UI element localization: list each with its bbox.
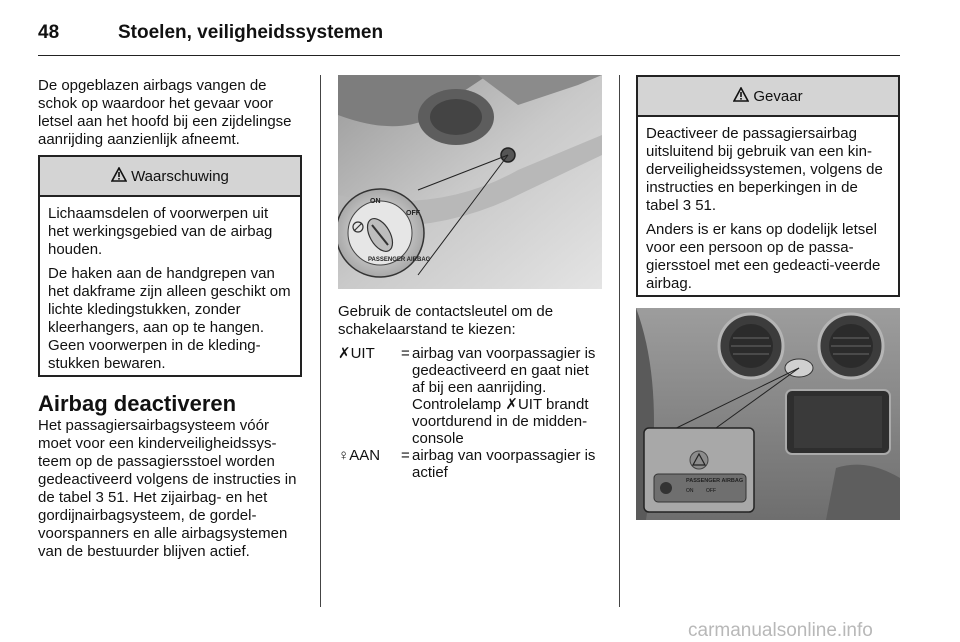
indicator-off-label: OFF: [706, 488, 716, 494]
definition-equals: =: [401, 345, 410, 362]
indicator-on-label: ON: [686, 488, 694, 494]
danger-box-body: [638, 117, 898, 307]
switch-off-label: OFF: [406, 210, 420, 217]
definition-description: airbag van voorpassagier is actief: [412, 447, 596, 481]
column-divider: [619, 75, 620, 607]
dashboard-indicator-illustration: [636, 308, 900, 520]
instruction-paragraph: Gebruik de contactsleutel om de schakelaarstand te kiezen:: [338, 303, 554, 338]
definition-description: airbag van voorpassagier is gedeactiveerd en gaat niet af bij een aanrijding. Controlelamp ✗UIT brandt voortdurend in de midden-console: [412, 345, 596, 447]
warning-box-header: [40, 157, 300, 197]
indicator-passenger-airbag-label: PASSENGER AIRBAG: [686, 478, 744, 484]
definition-term: ✗UIT: [338, 345, 375, 362]
definition-term: ♀AAN: [338, 447, 381, 464]
airbag-off-icon: ✗: [338, 345, 351, 362]
danger-box: [636, 75, 900, 297]
danger-box-title: Gevaar: [753, 87, 803, 105]
danger-paragraph: Anders is er kans op dodelijk letsel voor een persoon op de passa-giersstoel met een gedeacti-veerde airbag.: [646, 221, 881, 292]
airbag-switch-illustration: [338, 75, 602, 289]
definition-row: [338, 447, 602, 481]
warning-paragraph: De haken aan de handgrepen van het dakframe zijn alleen geschikt om lichte kledingstukken, zonder kleerhangers, aan op te hangen. Geen voorwerpen in de kleding-stukken bewaren.: [48, 265, 291, 372]
switch-passenger-airbag-label: PASSENGER AIRBAG: [368, 257, 431, 263]
airbag-on-icon: ♀: [338, 447, 350, 464]
definition-equals: =: [401, 447, 410, 464]
switch-position-list: [338, 345, 602, 481]
page-title: Stoelen, veiligheidssystemen: [118, 22, 384, 43]
warning-triangle-icon: [111, 167, 127, 186]
warning-paragraph: Lichaamsdelen of voorwerpen uit het werkingsgebied van de airbag houden.: [48, 205, 273, 258]
switch-on-label: ON: [370, 198, 381, 205]
warning-box-body: [40, 197, 300, 387]
warning-box: [38, 155, 302, 377]
watermark: carmanualsonline.info: [688, 620, 873, 641]
danger-paragraph: Deactiveer de passagiersairbag uitsluitend bij gebruik van een kin-derveiligheidssystemen, volgens de instructies en beperkingen in de tabel 3 51.: [646, 125, 883, 214]
section-heading: Airbag deactiveren: [38, 391, 237, 416]
section-paragraph: Het passagiersairbagsysteem vóór moet voor een kinderveiligheidssys-teem op de passagiersstoel worden gedeactiveerd volgens de instructies in de tabel 3 51. Het zijairbag- en het gordijnairbagsysteem, de gordel-voorspanners en alle airbagsystemen van de bestuurder blijven actief.: [38, 417, 297, 560]
definition-row: [338, 345, 602, 447]
warning-triangle-icon: [733, 87, 749, 106]
page-number: 48: [38, 22, 60, 43]
column-divider: [320, 75, 321, 607]
warning-box-title: Waarschuwing: [131, 167, 229, 185]
page-header: [38, 16, 900, 56]
danger-box-header: [638, 77, 898, 117]
intro-paragraph: De opgeblazen airbags vangen de schok op waardoor het gevaar voor letsel aan het hoofd bij een zijdelingse aanrijding aanzienlijk afneemt.: [38, 77, 292, 148]
